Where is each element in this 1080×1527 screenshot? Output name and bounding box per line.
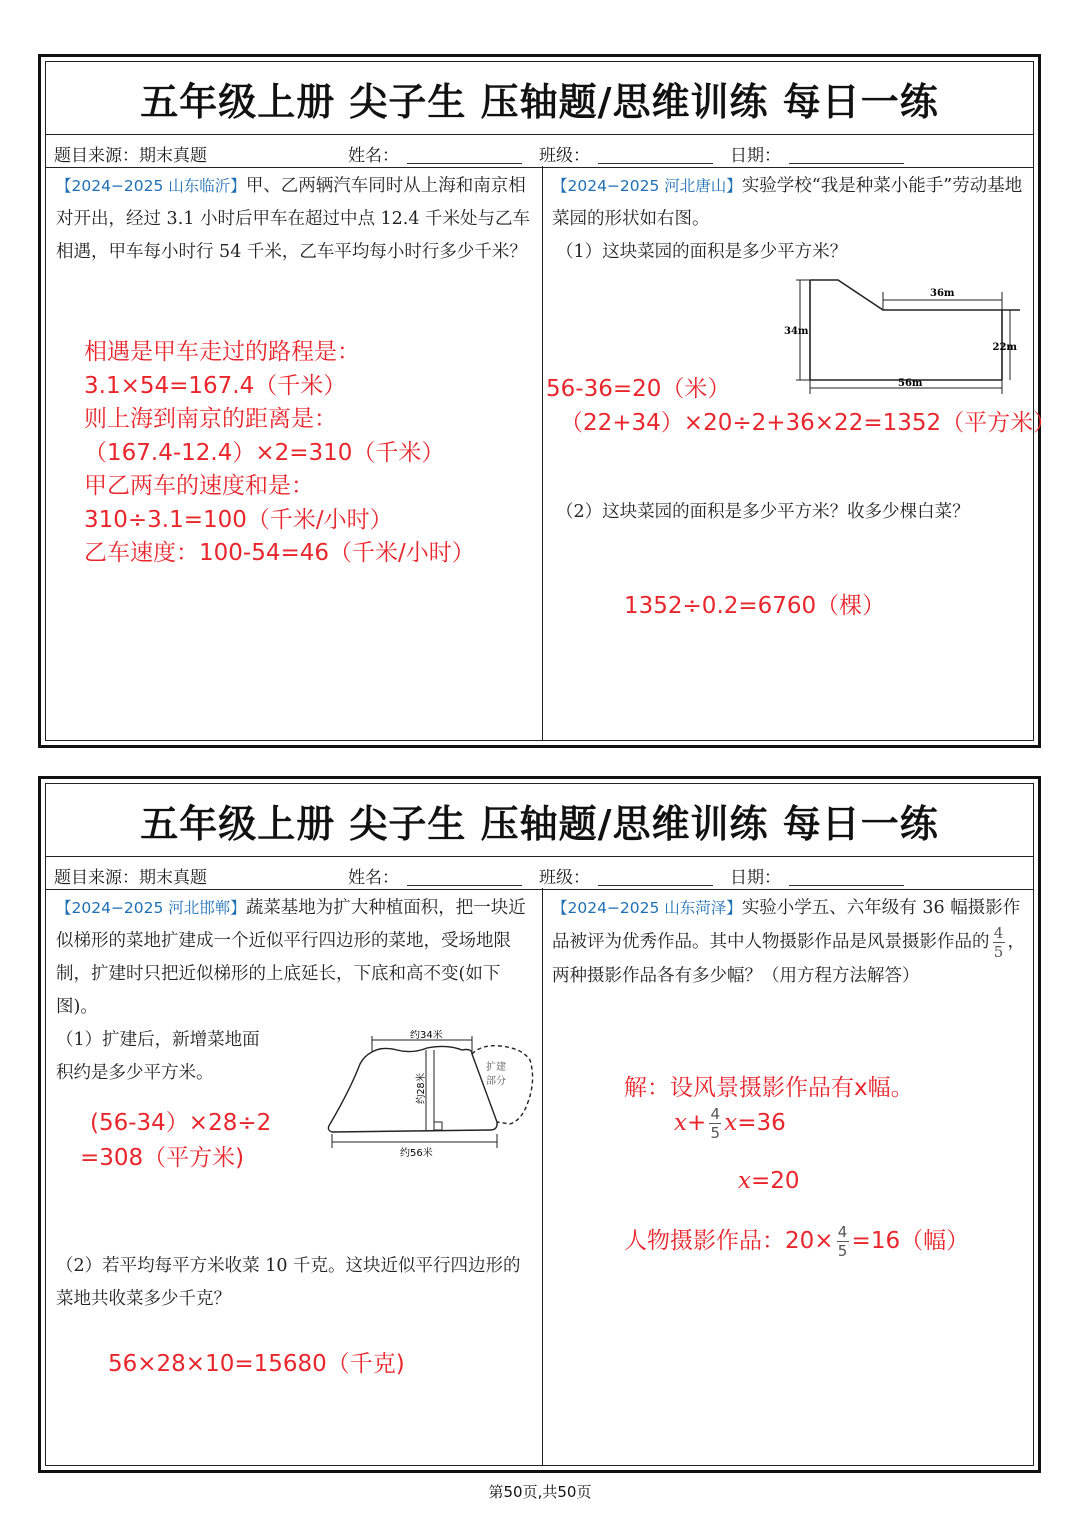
- fraction: $\frac{4}{5}$: [837, 1223, 848, 1260]
- column-divider: [542, 888, 543, 1465]
- answer-line: （22+34）×20÷2+36×22=1352（平方米）: [560, 409, 1057, 436]
- worksheet-1: [38, 54, 1057, 748]
- figure-label-top: 36m: [930, 288, 955, 299]
- answer-line: 甲乙两车的速度和是：: [84, 473, 314, 499]
- sheet-title: 五年级上册 尖子生 压轴题/思维训练 每日一练: [140, 801, 939, 846]
- figure-label-bottom: 约56米: [400, 1148, 433, 1158]
- date-label: 日期：: [730, 146, 781, 166]
- name-label: 姓名：: [348, 868, 399, 888]
- source-label: 题目来源：: [54, 146, 139, 166]
- source-value: 期末真题: [139, 868, 207, 888]
- figure-label-top: 约34米: [410, 1030, 443, 1041]
- class-label: 班级：: [539, 868, 590, 888]
- field-figure: [322, 1030, 540, 1158]
- answer-line: 1352÷0.2=6760（棵）: [624, 593, 886, 619]
- name-blank[interactable]: [407, 147, 522, 164]
- question-text: 【2024−2025 山东临沂】甲、乙两辆汽车同时从上海和南京相对开出，经过 3.1 小时后甲车在超过中点 12.4 千米处与乙车相遇，甲车每小时行 54 千米，乙车平均每小时行多少千米？: [56, 176, 531, 262]
- sheet-title: 五年级上册 尖子生 压轴题/思维训练 每日一练: [140, 79, 939, 124]
- class-label: 班级：: [539, 146, 590, 166]
- answer-line: =308（平方米): [80, 1145, 245, 1171]
- answer-line: 相遇是甲车走过的路程是：: [84, 339, 360, 365]
- subquestion-1: （1）扩建后，新增菜地面 积约是多少平方米。: [56, 1030, 260, 1083]
- question-tag: 【2024−2025 山东菏泽】: [552, 899, 742, 917]
- column-divider: [542, 166, 543, 740]
- fraction: $\frac{4}{5}$: [993, 924, 1004, 961]
- figure-label-height: 约28米: [416, 1072, 427, 1104]
- class-blank[interactable]: [598, 869, 713, 886]
- worksheet-2: [38, 776, 1041, 1473]
- name-label: 姓名：: [348, 146, 399, 166]
- subquestion-2: （2）这块菜园的面积是多少平方米？收多少棵白菜？: [556, 502, 970, 522]
- date-blank[interactable]: [789, 869, 904, 886]
- equation-2: x=20: [738, 1168, 800, 1194]
- answer-line: 56-36=20（米）: [546, 376, 731, 402]
- figure-label-bottom: 56m: [898, 378, 923, 389]
- class-blank[interactable]: [598, 147, 713, 164]
- equation-1: x+ $\frac{4}{5}$ x=36: [674, 1105, 786, 1142]
- answer-line: 56×28×10=15680（千克): [108, 1351, 405, 1377]
- date-label: 日期：: [730, 868, 781, 888]
- figure-label-extension: 扩建: [486, 1062, 506, 1073]
- page-footer: 第50页,共50页: [488, 1483, 592, 1501]
- name-blank[interactable]: [407, 869, 522, 886]
- figure-label-right: 22m: [992, 342, 1017, 353]
- source-label: 题目来源：: [54, 868, 139, 888]
- answer-line: （167.4-12.4）×2=310（千米）: [84, 439, 445, 466]
- question-tag: 【2024−2025 山东临沂】: [56, 177, 246, 195]
- question-text: 【2024−2025 河北唐山】实验学校“我是种菜小能手”劳动基地菜园的形状如右图。: [552, 176, 1023, 229]
- info-row: [46, 134, 1033, 168]
- question-tag: 【2024−2025 河北唐山】: [552, 177, 742, 195]
- subquestion-1: （1）这块菜园的面积是多少平方米？: [556, 242, 848, 262]
- answer-line: 解：设风景摄影作品有x幅。: [624, 1075, 914, 1101]
- answer-line: (56-34）×28÷2: [90, 1110, 272, 1136]
- date-blank[interactable]: [789, 147, 904, 164]
- source-value: 期末真题: [139, 146, 207, 166]
- subquestion-2: （2）若平均每平方米收菜 10 千克。这块近似平行四边形的菜地共收菜多少千克？: [56, 1256, 521, 1309]
- question-text: 【2024−2025 河北邯郸】蔬菜基地为扩大种植面积，把一块近似梯形的菜地扩建成一个近似平行四边形的菜地，受场地限制，扩建时只把近似梯形的上底延长，下底和高不变(如下图)。: [56, 898, 526, 1017]
- answer-line: 310÷3.1=100（千米/小时）: [84, 506, 393, 533]
- answer-line: 乙车速度：100-54=46（千米/小时）: [84, 540, 475, 566]
- question-text: 【2024−2025 山东菏泽】实验小学五、六年级有 36 幅摄影作品被评为优秀作品。其中人物摄影作品是风景摄影作品的 $\frac{4}{5}$ ，两种摄影作品各有多少幅？（用方程方法解答）: [552, 898, 1025, 986]
- answer-line: 则上海到南京的距离是：: [84, 406, 337, 432]
- answer-block: [84, 336, 475, 571]
- info-row: [46, 856, 1033, 890]
- question-tag: 【2024−2025 河北邯郸】: [56, 899, 246, 917]
- answer-line: 3.1×54=167.4（千米）: [84, 372, 347, 399]
- figure-label-extension: 部分: [486, 1076, 506, 1087]
- answer-line: 人物摄影作品：20× $\frac{4}{5}$ =16（幅）: [624, 1223, 970, 1260]
- fraction: $\frac{4}{5}$: [710, 1105, 721, 1142]
- figure-label-left: 34m: [784, 326, 809, 337]
- answer-block: [546, 373, 1056, 440]
